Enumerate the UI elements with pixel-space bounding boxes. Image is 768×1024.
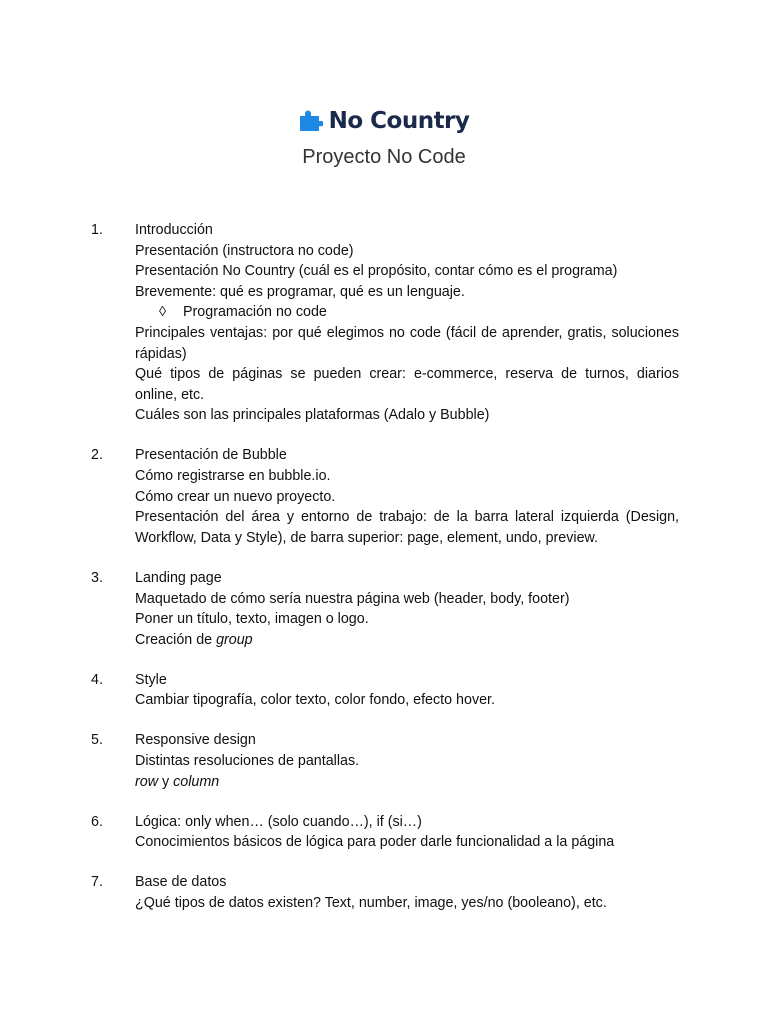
section-number: 5. (91, 732, 103, 749)
section-line: Cómo registrarse en bubble.io. (135, 468, 331, 485)
section-line (135, 630, 679, 651)
line-text: Creación de (135, 631, 217, 648)
outline-section (0, 220, 768, 426)
section-number: 1. (91, 222, 103, 238)
section-number: 6. (91, 813, 103, 830)
section-line: Maquetado de cómo sería nuestra página web (header, body, footer) (135, 590, 570, 607)
section-heading: Style (135, 671, 167, 688)
outline-section (0, 730, 768, 792)
section-line: Conocimientos básicos de lógica para poder darle funcionalidad a la página (135, 834, 615, 851)
section-line: Presentación No Country (cuál es el propósito, contar cómo es el programa) (135, 263, 618, 280)
section-line: Poner un título, texto, imagen o logo. (135, 611, 369, 628)
section-line: Brevemente: qué es programar, qué es un lenguaje. (135, 283, 465, 300)
section-heading: Landing page (135, 569, 222, 586)
sub-list-item (135, 302, 679, 323)
section-number: 3. (91, 569, 103, 586)
italic-term: column (173, 773, 220, 790)
logo (0, 108, 768, 134)
section-line: Principales ventajas: por qué elegimos no code (fácil de aprender, gratis, soluciones rápidas) (135, 324, 679, 362)
section-line: Cuáles son las principales plataformas (Adalo y Bubble) (135, 407, 490, 424)
section-heading: Lógica: only when… (solo cuando…), if (si…) (135, 813, 422, 830)
section-line: ¿Qué tipos de datos existen? Text, number, image, yes/no (booleano), etc. (135, 895, 607, 912)
section-heading: Introducción (135, 222, 213, 238)
section-line: Presentación del área y entorno de trabajo: de la barra lateral izquierda (Design, Workflow, Data y Style), de barra superior: page, element, undo, preview. (135, 509, 679, 546)
document-title: Proyecto No Code (302, 146, 466, 168)
italic-term: row (135, 773, 159, 790)
section-line (135, 772, 679, 793)
logo-text: No Country (328, 108, 470, 134)
section-heading: Presentación de Bubble (135, 447, 287, 464)
outline-section (0, 872, 768, 913)
section-line: Qué tipos de páginas se pueden crear: e-commerce, reserva de turnos, diarios online, etc. (135, 366, 679, 403)
puzzle-piece-icon (299, 110, 323, 132)
outline-section (0, 568, 768, 650)
section-line: Presentación (instructora no code) (135, 242, 354, 259)
italic-term: group (216, 631, 253, 648)
section-heading: Responsive design (135, 732, 256, 749)
section-line: Cómo crear un nuevo proyecto. (135, 488, 336, 505)
section-line: Cambiar tipografía, color texto, color fondo, efecto hover. (135, 692, 495, 709)
section-line: Distintas resoluciones de pantallas. (135, 753, 360, 770)
line-text: y (158, 773, 174, 790)
section-heading: Base de datos (135, 874, 227, 891)
outline-section (0, 445, 768, 548)
diamond-bullet-icon: ◊ (159, 304, 167, 321)
outline-section (0, 812, 768, 853)
sub-item-text: Programación no code (183, 304, 327, 321)
section-number: 7. (91, 874, 103, 891)
section-number: 2. (91, 447, 103, 464)
outline-list (0, 220, 768, 933)
section-number: 4. (91, 671, 103, 688)
outline-section (0, 670, 768, 711)
